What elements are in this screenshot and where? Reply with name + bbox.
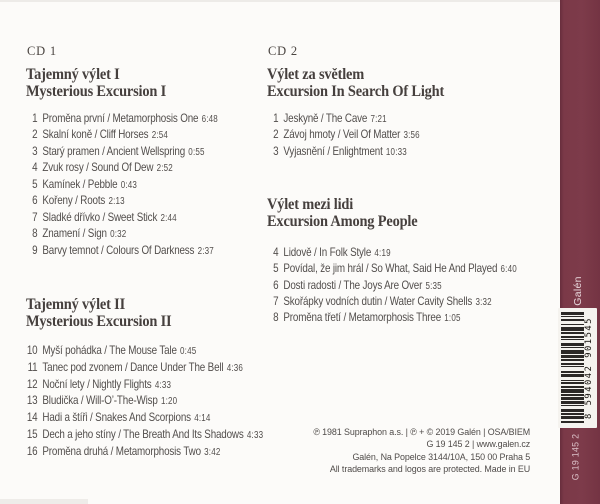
track-row xyxy=(26,144,218,160)
track-time: 6:40 xyxy=(500,264,517,276)
track-title: Povídal, že jim hrál / So What, Said He And Played xyxy=(283,261,498,276)
scan-top-edge xyxy=(0,0,560,2)
track-row xyxy=(267,127,420,143)
track-time: 3:42 xyxy=(204,446,221,458)
track-number: 5 xyxy=(273,261,279,276)
cd1-section2-title-cs: Tajemný výlet II xyxy=(26,296,125,313)
cd1-section1-track-list xyxy=(26,111,218,259)
cd2-section1-title xyxy=(267,67,444,101)
track-number: 10 xyxy=(26,343,38,357)
track-title: Znamení / Sign xyxy=(42,226,107,241)
track-row xyxy=(26,160,218,176)
track-title: Myší pohádka / The Mouse Tale xyxy=(42,343,177,357)
track-time: 4:33 xyxy=(154,379,172,391)
track-number: 15 xyxy=(26,426,38,441)
track-row xyxy=(26,377,263,394)
track-time: 2:44 xyxy=(160,212,177,224)
track-time: 0:55 xyxy=(188,146,205,158)
track-number: 13 xyxy=(26,393,38,408)
track-number: 7 xyxy=(32,209,38,224)
footer-credits xyxy=(313,427,530,476)
cd2-section1-track-list xyxy=(267,111,420,160)
track-row xyxy=(26,193,218,209)
cd2-section2-title xyxy=(267,197,417,231)
spine-catalog-number-text: G 19 145 2 xyxy=(570,433,580,481)
track-title: Barvy temnot / Colours Of Darkness xyxy=(42,242,195,257)
track-row xyxy=(26,444,263,461)
track-number: 9 xyxy=(32,242,38,257)
track-title: Zvuk rosy / Sound Of Dew xyxy=(42,160,154,175)
track-number: 14 xyxy=(26,410,38,425)
track-time: 1:05 xyxy=(444,313,461,325)
track-number: 8 xyxy=(32,226,38,241)
track-number: 7 xyxy=(273,294,279,309)
track-time: 5:35 xyxy=(425,280,442,292)
cd1-section2-title xyxy=(26,297,171,331)
track-title: Kamínek / Pebble xyxy=(42,176,118,191)
track-row xyxy=(26,226,218,242)
track-row xyxy=(26,393,263,410)
track-time: 2:54 xyxy=(151,130,169,142)
cd1-section1-title-cs: Tajemný výlet I xyxy=(26,66,120,83)
track-number: 5 xyxy=(32,176,38,191)
track-time: 4:36 xyxy=(226,362,244,374)
track-number: 16 xyxy=(26,443,38,458)
track-time: 2:52 xyxy=(156,163,173,175)
track-title: Jeskyně / The Cave xyxy=(283,111,368,125)
track-row xyxy=(267,245,517,261)
track-title: Proměna třetí / Metamorphosis Three xyxy=(283,310,442,325)
track-row xyxy=(26,410,263,427)
track-row xyxy=(26,210,218,226)
track-title: Skalní koně / Cliff Horses xyxy=(42,127,149,142)
track-row xyxy=(26,127,218,143)
cd1-section1-title xyxy=(26,67,166,101)
credit-line: G 19 145 2 | www.galen.cz xyxy=(426,439,530,451)
cd1-label: CD 1 xyxy=(27,44,57,58)
track-time: 4:14 xyxy=(194,413,211,425)
track-number: 11 xyxy=(27,359,38,374)
cd2-section2-title-cs: Výlet mezi lidi xyxy=(267,196,354,213)
track-number: 1 xyxy=(32,111,38,125)
track-row xyxy=(26,243,218,259)
credit-line: Galén, Na Popelce 3144/10A, 150 00 Praha 5 xyxy=(352,451,530,463)
cd2-label: CD 2 xyxy=(268,44,298,58)
cd2-section2-title-en: Excursion Among People xyxy=(267,212,418,230)
spine-catalog-number xyxy=(558,429,592,485)
cd2-section2-track-list xyxy=(267,245,517,327)
track-number: 3 xyxy=(273,143,279,158)
track-title: Noční lety / Nightly Flights xyxy=(42,376,152,391)
track-title: Dosti radosti / The Joys Are Over xyxy=(283,277,423,292)
track-number: 12 xyxy=(26,376,38,391)
track-time: 6:48 xyxy=(201,114,218,125)
track-number: 4 xyxy=(32,160,38,175)
track-row xyxy=(26,427,263,444)
track-time: 7:21 xyxy=(370,114,387,125)
track-number: 6 xyxy=(273,277,279,292)
track-row xyxy=(267,261,517,277)
track-row xyxy=(267,310,517,326)
track-time: 2:13 xyxy=(108,196,125,208)
track-number: 6 xyxy=(32,193,38,208)
track-number: 8 xyxy=(273,310,279,325)
scan-bottom-shadow xyxy=(0,499,88,504)
track-row xyxy=(26,343,263,360)
barcode-number-text: 8 594042 901545 xyxy=(584,317,595,419)
track-time: 10:33 xyxy=(385,146,407,158)
barcode-number xyxy=(581,308,597,428)
track-row xyxy=(267,144,420,160)
track-time: 3:32 xyxy=(475,297,492,309)
track-row xyxy=(26,177,218,193)
track-title: Proměna druhá / Metamorphosis Two xyxy=(42,443,201,458)
track-number: 4 xyxy=(273,245,279,259)
track-title: Závoj hmoty / Veil Of Matter xyxy=(283,127,401,142)
track-time: 0:43 xyxy=(120,179,138,191)
track-title: Bludička / Will-O’-The-Wisp xyxy=(42,393,158,408)
track-row xyxy=(267,111,420,127)
track-time: 1:20 xyxy=(160,396,178,408)
track-title: Sladké dřívko / Sweet Stick xyxy=(42,209,158,224)
track-title: Kořeny / Roots xyxy=(42,193,106,208)
cd1-section1-title-en: Mysterious Excursion I xyxy=(26,82,167,100)
track-row xyxy=(267,278,517,294)
track-time: 2:37 xyxy=(197,245,214,257)
track-number: 2 xyxy=(273,127,279,142)
credit-line: ℗ 1981 Supraphon a.s. | ℗ + © 2019 Galén | OSA/BIEM xyxy=(313,427,530,438)
credit-line: All trademarks and logos are protected. Made in EU xyxy=(329,463,530,475)
track-number: 2 xyxy=(32,127,38,142)
track-time: 4:19 xyxy=(374,248,391,259)
track-title: Skořápky vodních dutin / Water Cavity Shells xyxy=(283,294,473,309)
track-number: 3 xyxy=(32,143,38,158)
cd1-section2-track-list xyxy=(26,343,263,461)
cd2-section1-title-en: Excursion In Search Of Light xyxy=(267,82,445,100)
track-time: 0:45 xyxy=(180,346,197,357)
track-time: 4:33 xyxy=(246,429,264,441)
track-title: Hadi a štíři / Snakes And Scorpions xyxy=(42,410,191,425)
track-row xyxy=(26,111,218,127)
track-title: Tanec pod zvonem / Dance Under The Bell xyxy=(42,359,224,374)
track-title: Dech a jeho stíny / The Breath And Its Shadows xyxy=(42,426,244,441)
track-title: Lidově / In Folk Style xyxy=(283,245,372,259)
track-time: 0:32 xyxy=(110,229,127,241)
track-title: Vyjasnění / Enlightment xyxy=(283,143,383,158)
track-title: Proměna první / Metamorphosis One xyxy=(42,111,199,125)
track-row xyxy=(26,360,263,377)
cd1-section2-title-en: Mysterious Excursion II xyxy=(26,312,172,330)
track-number: 1 xyxy=(273,111,279,125)
track-time: 3:56 xyxy=(403,130,420,142)
track-title: Starý pramen / Ancient Wellspring xyxy=(42,143,186,158)
spine-publisher-label: Galén xyxy=(572,276,584,306)
track-row xyxy=(267,294,517,310)
cd2-section1-title-cs: Výlet za světlem xyxy=(267,66,365,83)
